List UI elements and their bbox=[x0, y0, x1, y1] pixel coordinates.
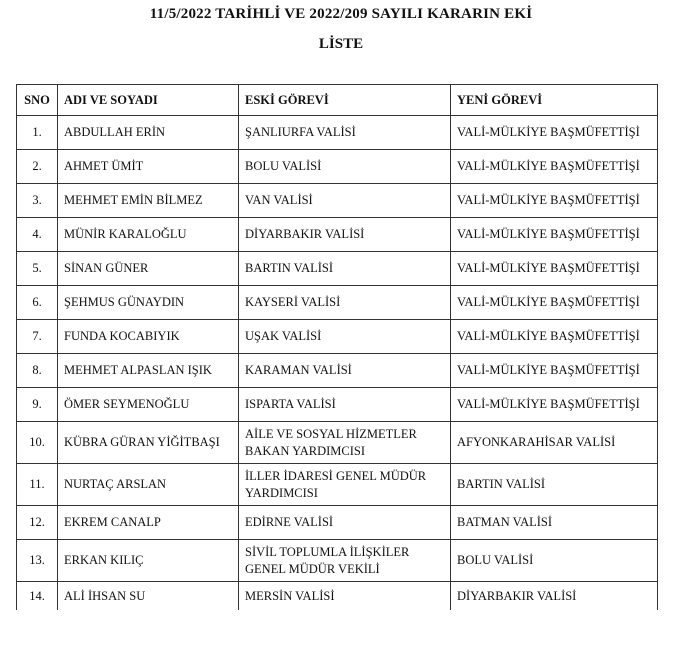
row-old-position: SİVİL TOPLUMLA İLİŞKİLER GENEL MÜDÜR VEKİLİ bbox=[239, 540, 451, 582]
row-name: SİNAN GÜNER bbox=[58, 252, 239, 286]
row-sno: 11. bbox=[17, 464, 58, 506]
row-name: FUNDA KOCABIYIK bbox=[58, 320, 239, 354]
row-name: MEHMET ALPASLAN IŞIK bbox=[58, 354, 239, 388]
row-sno: 12. bbox=[17, 506, 58, 540]
header-sno: SNO bbox=[17, 85, 58, 116]
row-old-position: BARTIN VALİSİ bbox=[239, 252, 451, 286]
header-name: ADI VE SOYADI bbox=[58, 85, 239, 116]
row-old-position: DİYARBAKIR VALİSİ bbox=[239, 218, 451, 252]
row-old-position: UŞAK VALİSİ bbox=[239, 320, 451, 354]
row-new-position: BATMAN VALİSİ bbox=[451, 506, 658, 540]
row-name: MEHMET EMİN BİLMEZ bbox=[58, 184, 239, 218]
table-row bbox=[17, 506, 658, 540]
row-name: ABDULLAH ERİN bbox=[58, 116, 239, 150]
table-row bbox=[17, 388, 658, 422]
row-old-position: BOLU VALİSİ bbox=[239, 150, 451, 184]
row-sno: 4. bbox=[17, 218, 58, 252]
row-new-position: BOLU VALİSİ bbox=[451, 540, 658, 582]
table-row bbox=[17, 252, 658, 286]
row-new-position: VALİ-MÜLKİYE BAŞMÜFETTİŞİ bbox=[451, 354, 658, 388]
row-sno: 3. bbox=[17, 184, 58, 218]
table-row bbox=[17, 320, 658, 354]
table-row bbox=[17, 286, 658, 320]
row-sno: 2. bbox=[17, 150, 58, 184]
row-new-position: DİYARBAKIR VALİSİ bbox=[451, 582, 658, 611]
row-new-position: VALİ-MÜLKİYE BAŞMÜFETTİŞİ bbox=[451, 388, 658, 422]
table-row bbox=[17, 184, 658, 218]
row-sno: 10. bbox=[17, 422, 58, 464]
table-row bbox=[17, 582, 658, 611]
row-sno: 7. bbox=[17, 320, 58, 354]
row-name: EKREM CANALP bbox=[58, 506, 239, 540]
row-name: KÜBRA GÜRAN YİĞİTBAŞI bbox=[58, 422, 239, 464]
table-row bbox=[17, 150, 658, 184]
row-old-position: KAYSERİ VALİSİ bbox=[239, 286, 451, 320]
row-sno: 13. bbox=[17, 540, 58, 582]
row-new-position: VALİ-MÜLKİYE BAŞMÜFETTİŞİ bbox=[451, 218, 658, 252]
document-title: 11/5/2022 TARİHLİ VE 2022/209 SAYILI KARARIN EKİ bbox=[149, 6, 533, 22]
appointment-table bbox=[16, 84, 658, 610]
row-name: AHMET ÜMİT bbox=[58, 150, 239, 184]
row-name: ERKAN KILIÇ bbox=[58, 540, 239, 582]
row-old-position: ŞANLIURFA VALİSİ bbox=[239, 116, 451, 150]
row-old-position: ISPARTA VALİSİ bbox=[239, 388, 451, 422]
row-old-position: İLLER İDARESİ GENEL MÜDÜR YARDIMCISI bbox=[239, 464, 451, 506]
row-name: MÜNİR KARALOĞLU bbox=[58, 218, 239, 252]
row-name: ÖMER SEYMENOĞLU bbox=[58, 388, 239, 422]
row-sno: 8. bbox=[17, 354, 58, 388]
document-subtitle: LİSTE bbox=[318, 36, 364, 52]
row-old-position: KARAMAN VALİSİ bbox=[239, 354, 451, 388]
row-sno: 1. bbox=[17, 116, 58, 150]
row-sno: 6. bbox=[17, 286, 58, 320]
row-name: ŞEHMUS GÜNAYDIN bbox=[58, 286, 239, 320]
table-row bbox=[17, 464, 658, 506]
table-header-row bbox=[17, 85, 658, 116]
row-new-position: BARTIN VALİSİ bbox=[451, 464, 658, 506]
row-sno: 9. bbox=[17, 388, 58, 422]
row-new-position: VALİ-MÜLKİYE BAŞMÜFETTİŞİ bbox=[451, 116, 658, 150]
row-old-position: MERSİN VALİSİ bbox=[239, 582, 451, 611]
header-new-position: YENİ GÖREVİ bbox=[451, 85, 658, 116]
table-row bbox=[17, 218, 658, 252]
row-old-position: AİLE VE SOSYAL HİZMETLER BAKAN YARDIMCISI bbox=[239, 422, 451, 464]
row-sno: 5. bbox=[17, 252, 58, 286]
row-new-position: VALİ-MÜLKİYE BAŞMÜFETTİŞİ bbox=[451, 320, 658, 354]
table-row bbox=[17, 422, 658, 464]
row-new-position: VALİ-MÜLKİYE BAŞMÜFETTİŞİ bbox=[451, 150, 658, 184]
table-row bbox=[17, 540, 658, 582]
row-old-position: VAN VALİSİ bbox=[239, 184, 451, 218]
row-new-position: AFYONKARAHİSAR VALİSİ bbox=[451, 422, 658, 464]
header-old-position: ESKİ GÖREVİ bbox=[239, 85, 451, 116]
row-new-position: VALİ-MÜLKİYE BAŞMÜFETTİŞİ bbox=[451, 252, 658, 286]
row-name: ALİ İHSAN SU bbox=[58, 582, 239, 611]
row-old-position: EDİRNE VALİSİ bbox=[239, 506, 451, 540]
row-new-position: VALİ-MÜLKİYE BAŞMÜFETTİŞİ bbox=[451, 184, 658, 218]
row-name: NURTAÇ ARSLAN bbox=[58, 464, 239, 506]
row-new-position: VALİ-MÜLKİYE BAŞMÜFETTİŞİ bbox=[451, 286, 658, 320]
table-row bbox=[17, 116, 658, 150]
row-sno: 14. bbox=[17, 582, 58, 611]
table-row bbox=[17, 354, 658, 388]
